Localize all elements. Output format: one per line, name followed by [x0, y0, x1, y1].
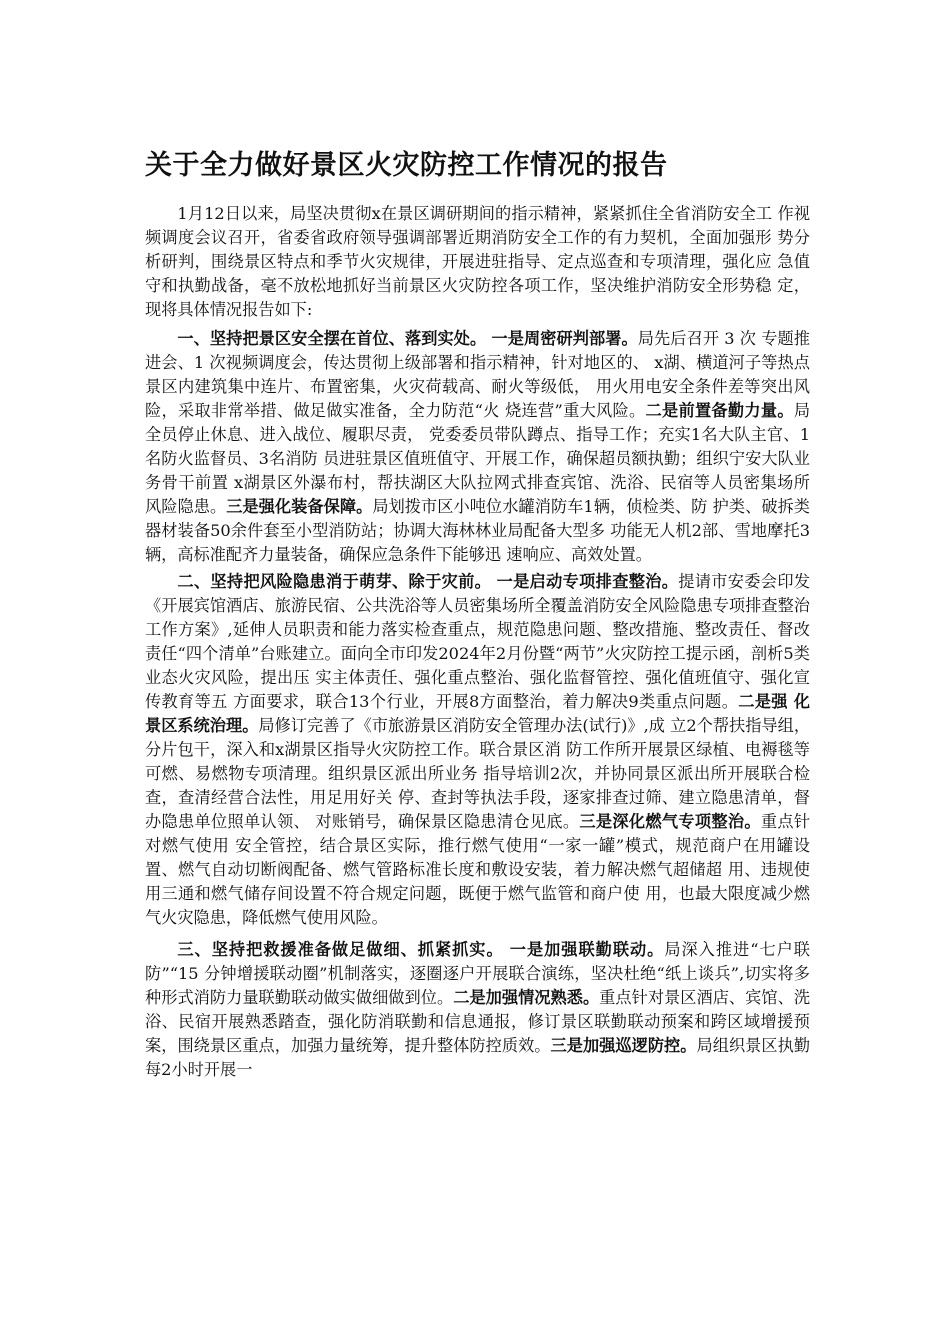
report-title: 关于全力做好景区火灾防控工作情况的报告 [145, 150, 668, 181]
intro-paragraph: 1月12日以来，局坚决贯彻x在景区调研期间的指示精神，紧紧抓住全省消防安全工 作视频调度会议召开，省委省政府领导强调部署近期消防安全工作的有力契机，全面加强形 势分析研判，围绕景区特点和季节火灾规律，开展进驻指导、定点巡查和专项清理，强化应 急值守和执勤战备，毫不放松地抓好当前景区火灾防控各项工作，坚决维护消防安全形势稳 定，现将具体情况报告如下: [145, 204, 810, 319]
section-2-item-3-label: 三是深化燃气专项整治。 [579, 812, 761, 831]
section-2-paragraph [145, 570, 810, 930]
report-body [145, 202, 810, 1082]
section-3-heading: 三、坚持把救援准备做足做细、抓紧抓实。 [177, 940, 504, 959]
section-2-item-1-label: 一是启动专项排查整治。 [496, 572, 679, 591]
section-3-item-2-text: 重点针对景区酒店、宾馆、洗浴、民宿开展熟悉踏查，强化防消联勤和信息通报，修订景区联勤联动预案和跨区域增援预案，围绕景区重点，加强力量统筹，提升整体防控质效。 [145, 988, 811, 1055]
section-2-item-2-label: 二是强 化景区系统治理。 [145, 692, 810, 735]
section-1-heading: 一、坚持把景区安全摆在首位、落到实处。 [177, 329, 487, 348]
section-1-item-2-text: 局全员停止休息、进入战位、履职尽责， 党委委员带队蹲点、指导工作；充实1名大队主官、1名防火监督员、3名消防 员进驻景区值班值守、开展工作，确保超员额执勤；组织宁安大队业务骨干前置 x湖景区外瀑布村，帮扶湖区大队拉网式排查宾馆、洗浴、民宿等人员密集场所 风险隐患。 [145, 401, 811, 516]
section-2-heading: 二、坚持把风险隐患消于萌芽、除于灾前。 [177, 572, 492, 591]
section-1-item-1-label: 一是周密研判部署。 [491, 329, 638, 348]
section-3-item-1-text: 局深入推进“七户联防”“15 分钟增援联动圈”机制落实，逐圈逐户开展联合演练，坚决杜绝“纸上谈兵”,切实将多种形式消防力量联勤联动做实做细做到位。 [145, 940, 810, 1007]
section-3-paragraph [145, 938, 810, 1082]
section-1-item-1-text: 局先后召开 3 次 专题推进会、1 次视频调度会，传达贯彻上级部署和指示精神，针对地区的、 x湖、横道河子等热点景区内建筑集中连片、布置密集，火灾荷载高、耐火等级低， 用火用电安全条件差等突出风险，采取非常举措、做足做实准备，全力防范“火 烧连营”重大风险。 [145, 329, 810, 420]
section-1-paragraph [145, 327, 810, 567]
section-2-item-2-text: 局修订完善了《市旅游景区消防安全管理办法(试行)》,成 立2个帮扶指导组，分片包干，深入和x湖景区指导火灾防控工作。联合景区消 防工作所开展景区绿植、电褥毯等可燃、易燃物专项清理。组织景区派出所业务 指导培训2次，并协同景区派出所开展联合检查，查清经营合法性，用足用好关 停、查封等执法手段，逐家排查过筛、建立隐患清单，督办隐患单位照单认领、 对账销号，确保景区隐患清仓见底。 [145, 716, 811, 831]
section-3-item-1-label: 一是加强联勤联动。 [509, 940, 665, 959]
section-2-item-3-text: 重点针对燃气使用 安全管控，结合景区实际，推行燃气使用“一家一罐”模式，规范商户在用罐设 置、燃气自动切断阀配备、燃气管路标准长度和敷设安装，着力解决燃气超储超 用、违规使用三通和燃气储存间设置不符合规定问题，既便于燃气监管和商户使 用，也最大限度减少燃气火灾隐患，降低燃气使用风险。 [145, 812, 811, 927]
section-1-item-3-label: 三是强化装备保障。 [226, 497, 373, 516]
section-3-item-3-text: 局组织景区执勤每2小时开展一 [145, 1036, 811, 1079]
section-1-item-3-text: 局划拨市区小吨位水罐消防车1辆，侦检类、防 护类、破拆类器材装备50余件套至小型消防站；协调大海林林业局配备大型多 功能无人机2部、雪地摩托3辆，高标准配齐力量装备，确保应急条件下能够迅 速响应、高效处置。 [145, 497, 810, 564]
section-1-item-2-label: 二是前置备勤力量。 [645, 401, 794, 420]
section-3-item-2-label: 二是加强情况熟悉。 [453, 988, 600, 1007]
section-3-item-3-label: 三是加强巡逻防控。 [550, 1036, 697, 1055]
section-2-item-1-text: 提请市安委会印发《开展宾馆酒店、旅游民宿、公共洗浴等人员密集场所全覆盖消防安全风险隐患专项排查整治工作方案》,延伸人员职责和能力落实检查重点，规范隐患问题、整改措施、整改责任、督改责任“四个清单”台账建立。面向全市印发2024年2月份暨“两节”火灾防控工提示函，剖析5类业态火灾风险，提出压 实主体责任、强化重点整治、强化监督管控、强化值班值守、强化宣传教育等五 方面要求，联合13个行业，开展8方面整治，着力解决9类重点问题。 [145, 572, 811, 711]
